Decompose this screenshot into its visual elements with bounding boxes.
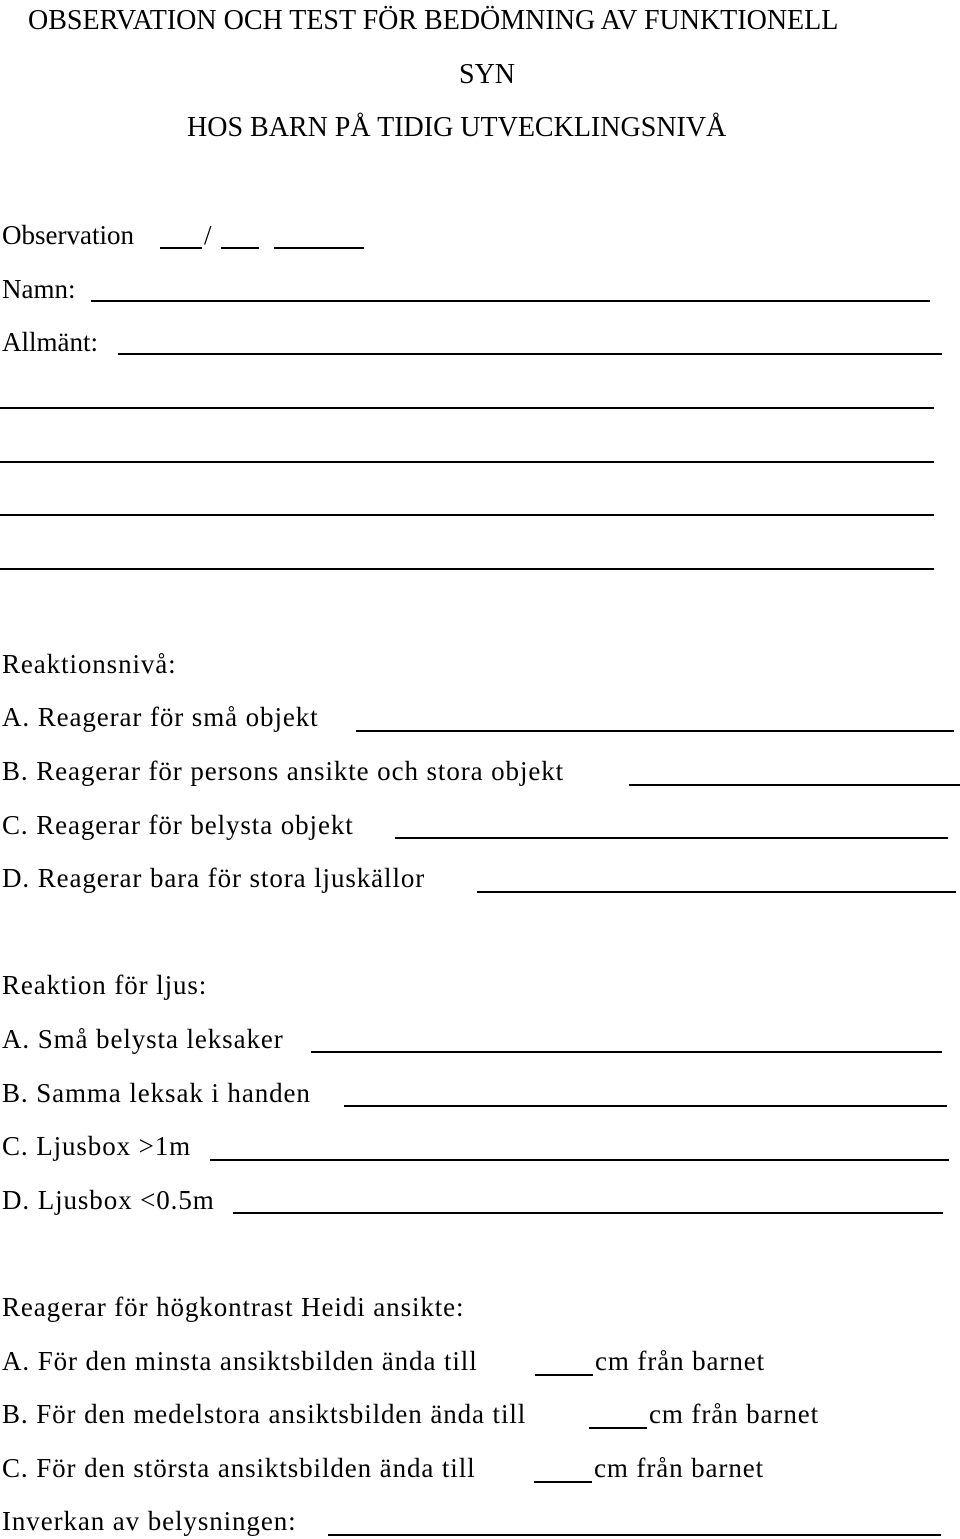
- light-reaction-field-b[interactable]: [344, 1105, 947, 1107]
- title-line-1: OBSERVATION OCH TEST FÖR BEDÖMNING AV FUNKTIONELL: [28, 5, 839, 36]
- title-line-2: SYN: [459, 59, 516, 90]
- reaction-level-field-b[interactable]: [629, 784, 960, 786]
- title-line-3: HOS BARN PÅ TIDIG UTVECKLINGSNIVÅ: [187, 112, 727, 143]
- contrast-faces-heading: Reagerar för högkontrast Heidi ansikte:: [2, 1292, 465, 1322]
- contrast-faces-item-a-prefix: A. För den minsta ansiktsbilden ända till: [2, 1346, 478, 1376]
- light-reaction-item-a: A. Små belysta leksaker: [2, 1024, 284, 1054]
- name-label: Namn:: [2, 274, 76, 304]
- light-reaction-heading: Reaktion för ljus:: [2, 970, 208, 1000]
- observation-day-field[interactable]: [160, 247, 202, 249]
- general-line-2[interactable]: [0, 407, 934, 409]
- light-reaction-field-d[interactable]: [233, 1212, 943, 1214]
- observation-label: Observation: [2, 220, 134, 250]
- reaction-level-item-c: C. Reagerar för belysta objekt: [2, 810, 354, 840]
- observation-year-field[interactable]: [274, 247, 364, 249]
- light-reaction-field-c[interactable]: [210, 1159, 949, 1161]
- light-reaction-item-d: D. Ljusbox <0.5m: [2, 1185, 215, 1215]
- general-line-4[interactable]: [0, 514, 934, 516]
- contrast-faces-item-b-prefix: B. För den medelstora ansiktsbilden ända till: [2, 1399, 527, 1429]
- light-reaction-field-a[interactable]: [311, 1051, 942, 1053]
- contrast-faces-item-c-prefix: C. För den största ansiktsbilden ända till: [2, 1453, 476, 1483]
- general-field[interactable]: [118, 353, 942, 355]
- reaction-level-heading: Reaktionsnivå:: [2, 649, 177, 679]
- lighting-effect-field[interactable]: [328, 1534, 941, 1536]
- reaction-level-item-d: D. Reagerar bara för stora ljuskällor: [2, 863, 426, 893]
- observation-month-field[interactable]: [221, 247, 259, 249]
- reaction-level-field-c[interactable]: [395, 837, 948, 839]
- reaction-level-item-b: B. Reagerar för persons ansikte och stora objekt: [2, 756, 565, 786]
- contrast-faces-field-b[interactable]: [589, 1427, 647, 1429]
- general-line-3[interactable]: [0, 461, 934, 463]
- name-field[interactable]: [91, 300, 930, 302]
- light-reaction-item-c: C. Ljusbox >1m: [2, 1131, 192, 1161]
- contrast-faces-item-c-suffix: cm från barnet: [594, 1453, 765, 1483]
- contrast-faces-item-b-suffix: cm från barnet: [649, 1399, 820, 1429]
- reaction-level-field-a[interactable]: [356, 730, 954, 732]
- observation-separator: /: [204, 220, 212, 250]
- light-reaction-item-b: B. Samma leksak i handen: [2, 1078, 311, 1108]
- reaction-level-field-d[interactable]: [477, 891, 956, 893]
- general-line-5[interactable]: [0, 568, 934, 570]
- lighting-effect-label: Inverkan av belysningen:: [2, 1506, 297, 1536]
- general-label: Allmänt:: [2, 327, 98, 357]
- contrast-faces-field-a[interactable]: [535, 1374, 593, 1376]
- contrast-faces-item-a-suffix: cm från barnet: [595, 1346, 766, 1376]
- contrast-faces-field-c[interactable]: [534, 1481, 592, 1483]
- reaction-level-item-a: A. Reagerar för små objekt: [2, 702, 319, 732]
